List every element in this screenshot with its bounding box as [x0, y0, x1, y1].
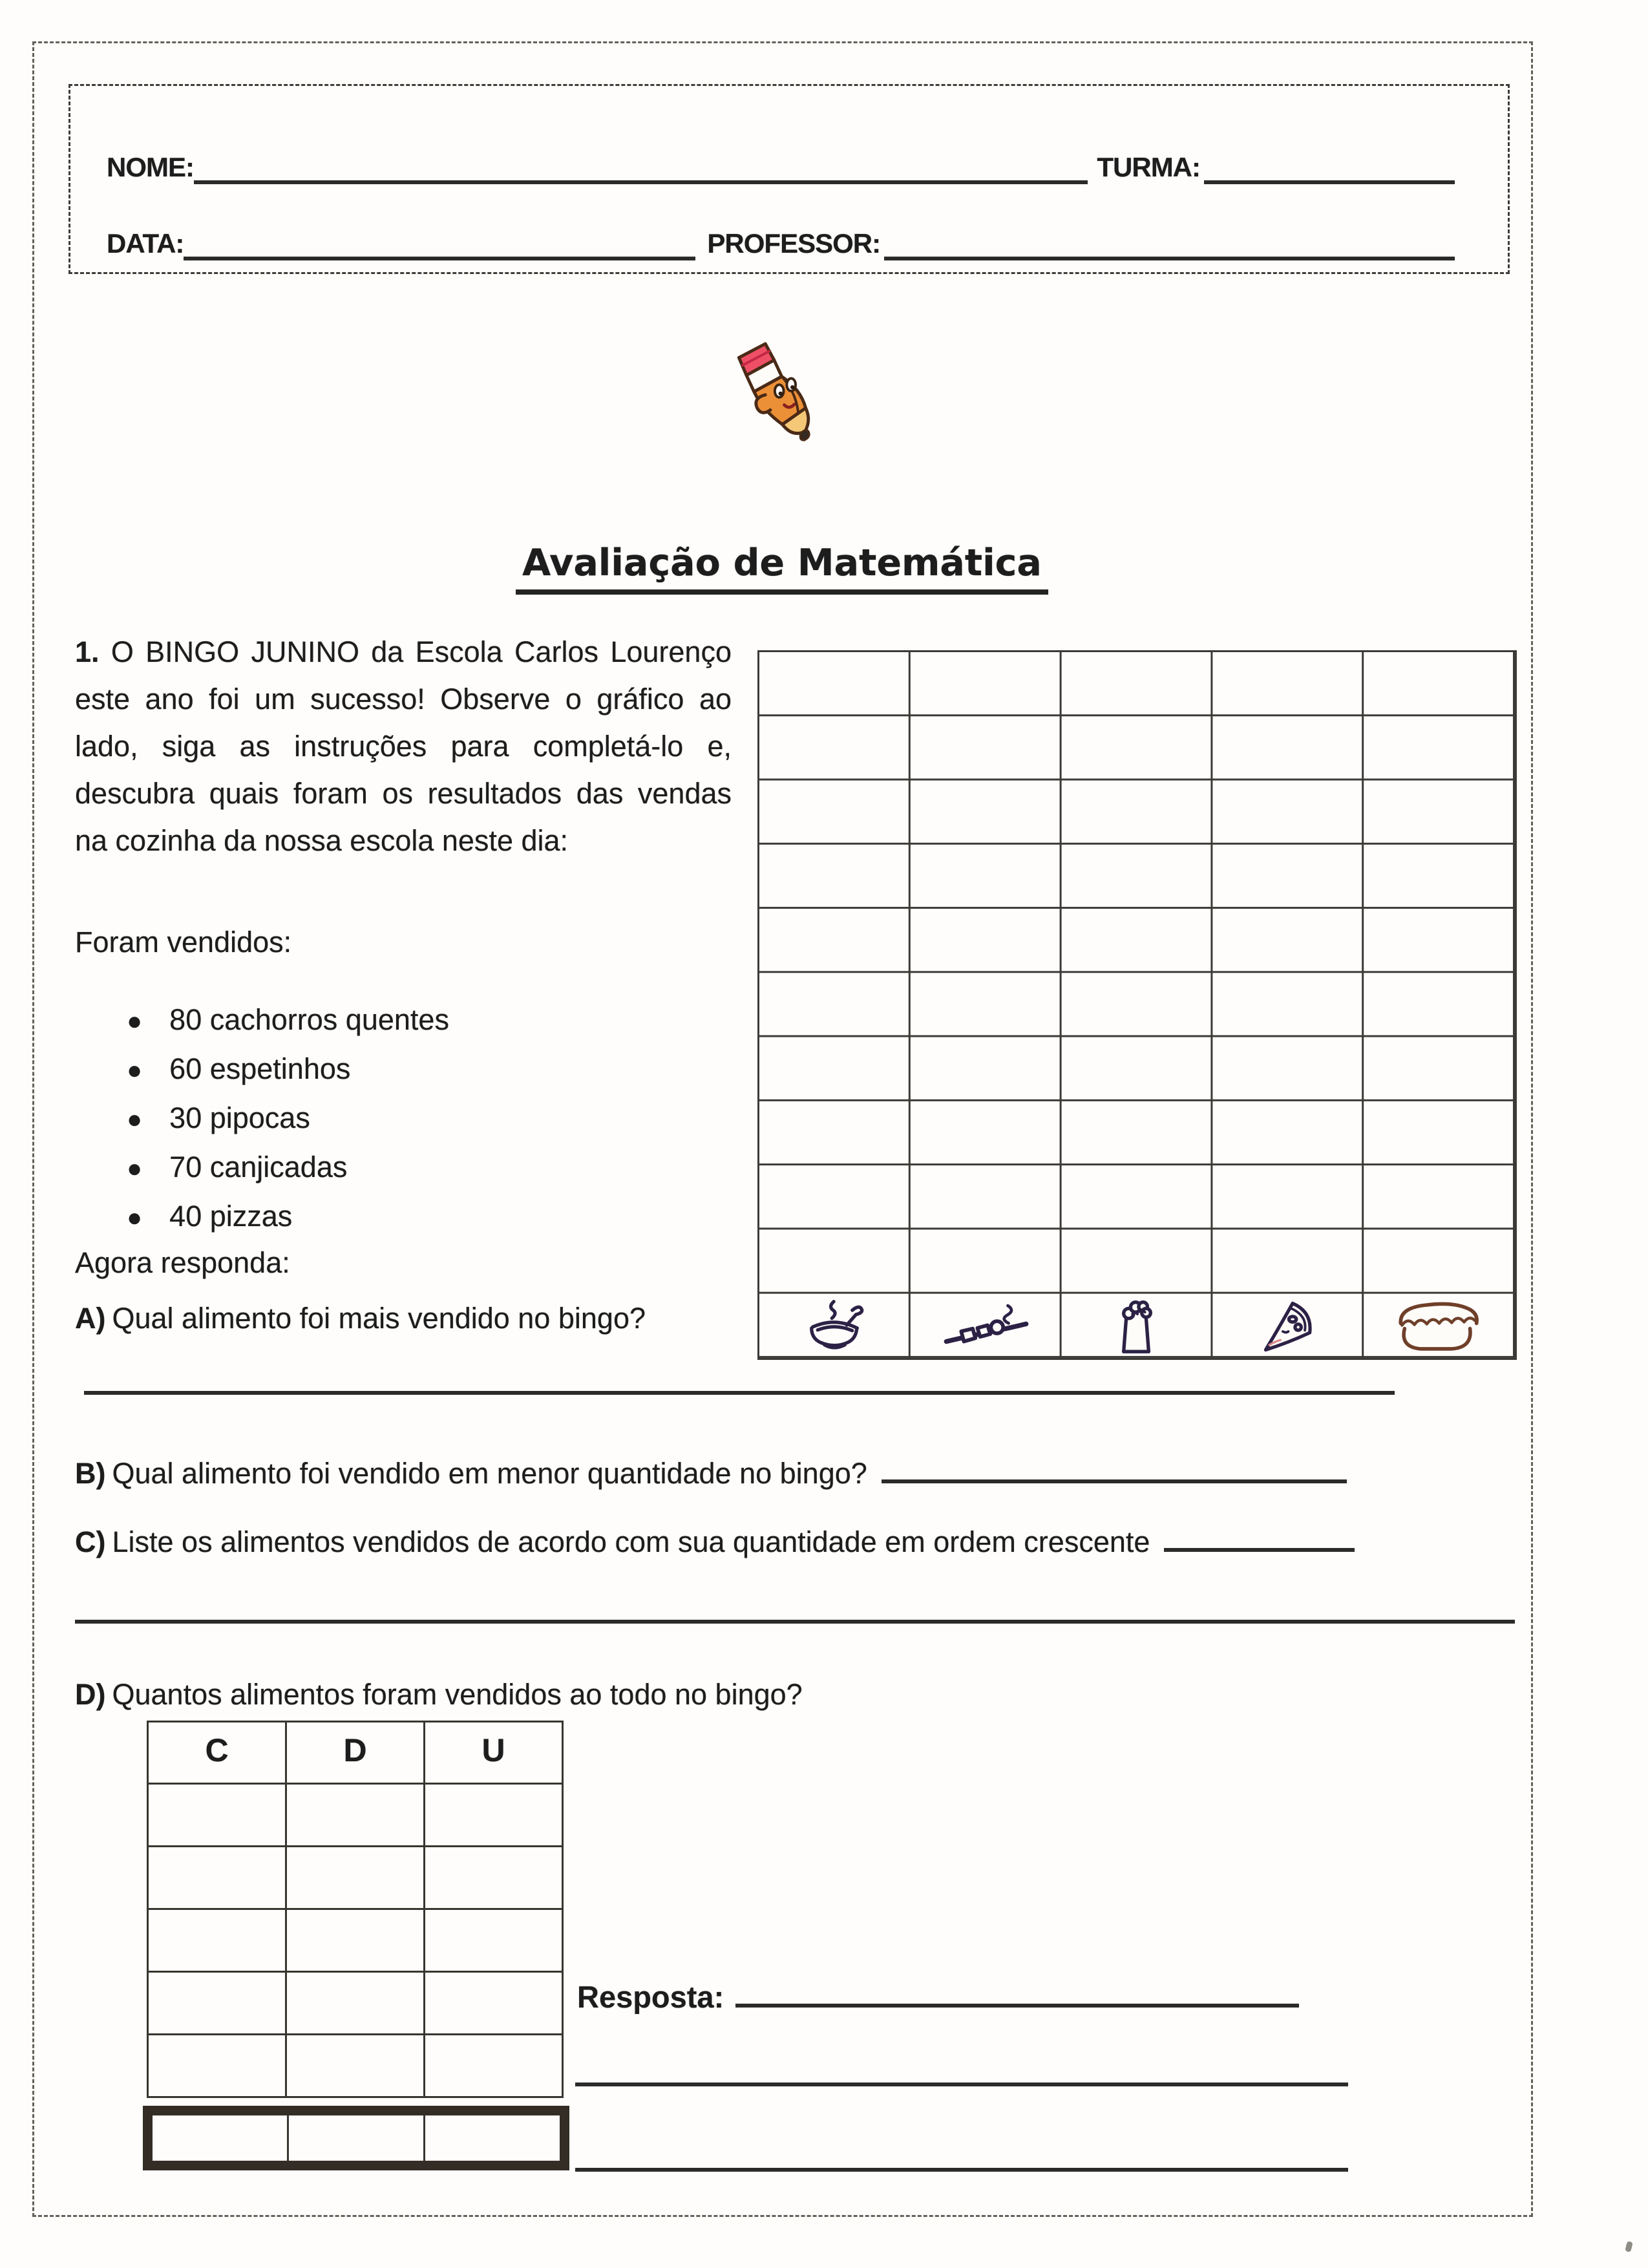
- question-b-label: B): [75, 1457, 106, 1490]
- empty-cell: [148, 1972, 286, 2035]
- empty-cell: [425, 1847, 563, 1909]
- table-row: [148, 1909, 563, 1972]
- col-header-dezenas: D: [286, 1722, 425, 1784]
- empty-cell: [148, 1847, 286, 1909]
- question-a-text: Qual alimento foi mais vendido no bingo?: [112, 1302, 646, 1335]
- question-b: [75, 1457, 1347, 1490]
- empty-cell: [286, 1784, 425, 1847]
- bullet-icon: ●: [127, 1006, 143, 1035]
- answer-line-a: [84, 1391, 1395, 1395]
- question-b-text: Qual alimento foi vendido em menor quantidade no bingo?: [112, 1457, 867, 1490]
- answer-cell-unidades: [425, 2115, 560, 2161]
- answer-line-c-start: [1164, 1526, 1355, 1552]
- list-item: [127, 1192, 449, 1241]
- question-c-text: Liste os alimentos vendidos de acordo com sua quantidade em ordem crescente: [112, 1525, 1150, 1558]
- sold-items-list: [127, 995, 449, 1241]
- sold-item-text: 60 espetinhos: [169, 1052, 351, 1085]
- question-a-label: A): [75, 1302, 106, 1335]
- place-value-answer-row: [143, 2106, 569, 2170]
- list-item: [127, 1094, 449, 1143]
- question-a: [75, 1302, 646, 1335]
- empty-cell: [148, 2035, 286, 2097]
- chart-category-cachorro-quente: [1364, 1294, 1515, 1358]
- empty-cell: [286, 1847, 425, 1909]
- empty-cell: [425, 1784, 563, 1847]
- empty-cell: [148, 1784, 286, 1847]
- page-title-wrap: [388, 542, 1176, 595]
- resposta-write-line: [735, 1979, 1299, 2008]
- bullet-icon: ●: [127, 1055, 143, 1085]
- nome-write-line: [194, 151, 1088, 184]
- question-c-label: C): [75, 1525, 106, 1558]
- col-header-centenas: C: [148, 1722, 286, 1784]
- empty-cell: [286, 1972, 425, 2035]
- student-header-box: [69, 84, 1510, 274]
- page-title: Avaliação de Matemática: [516, 542, 1048, 595]
- hot-dog-icon: [1384, 1298, 1495, 1354]
- answer-heading: Agora responda:: [75, 1246, 290, 1279]
- sold-item-text: 80 cachorros quentes: [169, 1003, 449, 1036]
- header-row-2: [107, 227, 1455, 260]
- sold-item-text: 30 pipocas: [169, 1101, 310, 1134]
- scan-speck: [1625, 2241, 1633, 2252]
- sold-item-text: 70 canjicadas: [169, 1150, 348, 1183]
- empty-cell: [286, 1909, 425, 1972]
- question-1-text: O BINGO JUNINO da Escola Carlos Lourenço este ano foi um sucesso! Observe o gráfico ao lado, siga as instruções para completá-lo e, descubra quais foram os resultados das vendas na cozinha da nossa escola neste dia:: [75, 635, 732, 857]
- question-1-paragraph: [75, 628, 732, 864]
- professor-write-line: [884, 227, 1455, 260]
- resposta-line-2: [575, 2083, 1348, 2086]
- empty-cell: [425, 2035, 563, 2097]
- empty-cell: [148, 1909, 286, 1972]
- place-value-header-row: [148, 1722, 563, 1784]
- data-write-line: [184, 227, 695, 260]
- table-row: [148, 1972, 563, 2035]
- question-d-text: Quantos alimentos foram vendidos ao todo no bingo?: [112, 1678, 803, 1711]
- question-d-label: D): [75, 1678, 106, 1711]
- answer-cell-centenas: [153, 2115, 289, 2161]
- list-item: [127, 1143, 449, 1192]
- chart-category-canjicada: [759, 1294, 911, 1358]
- sold-heading: Foram vendidos:: [75, 926, 292, 959]
- table-row: [148, 1847, 563, 1909]
- list-item: [127, 995, 449, 1044]
- chart-icon-row: [759, 1294, 1515, 1358]
- resposta-line-3: [575, 2168, 1348, 2172]
- turma-label: TURMA:: [1097, 152, 1200, 182]
- pipoca-popcorn-bag-icon: [1111, 1297, 1163, 1356]
- answer-line-c-full: [75, 1620, 1515, 1624]
- list-item: [127, 1044, 449, 1094]
- answer-cell-dezenas: [289, 2115, 425, 2161]
- canjica-bowl-icon: [794, 1298, 876, 1354]
- resposta-label: Resposta:: [577, 1980, 724, 2014]
- nome-label: NOME:: [107, 152, 194, 182]
- place-value-table: [147, 1721, 564, 2098]
- empty-cell: [425, 1972, 563, 2035]
- professor-label: PROFESSOR:: [707, 228, 881, 259]
- col-header-unidades: U: [425, 1722, 563, 1784]
- sold-item-text: 40 pizzas: [169, 1200, 293, 1233]
- pizza-slice-icon: [1254, 1297, 1322, 1355]
- chart-category-pizza: [1212, 1294, 1364, 1358]
- bingo-sales-grid-chart: [757, 650, 1517, 1360]
- turma-write-line: [1204, 151, 1455, 184]
- data-label: DATA:: [107, 228, 184, 259]
- table-row: [148, 2035, 563, 2097]
- pencil-clipart-icon: [721, 331, 847, 450]
- bullet-icon: ●: [127, 1203, 143, 1232]
- answer-line-b: [882, 1457, 1347, 1483]
- header-row-1: [107, 151, 1455, 184]
- question-c: [75, 1525, 1355, 1559]
- bullet-icon: ●: [127, 1105, 143, 1134]
- bullet-icon: ●: [127, 1154, 143, 1183]
- espetinho-skewer-icon: [942, 1300, 1030, 1352]
- resposta-row: [577, 1979, 1299, 2015]
- empty-cell: [286, 2035, 425, 2097]
- chart-category-pipoca: [1062, 1294, 1213, 1358]
- empty-cell: [425, 1909, 563, 1972]
- question-d: [75, 1678, 803, 1712]
- table-row: [148, 1784, 563, 1847]
- chart-category-espetinho: [911, 1294, 1062, 1358]
- question-1-number: 1.: [75, 635, 100, 668]
